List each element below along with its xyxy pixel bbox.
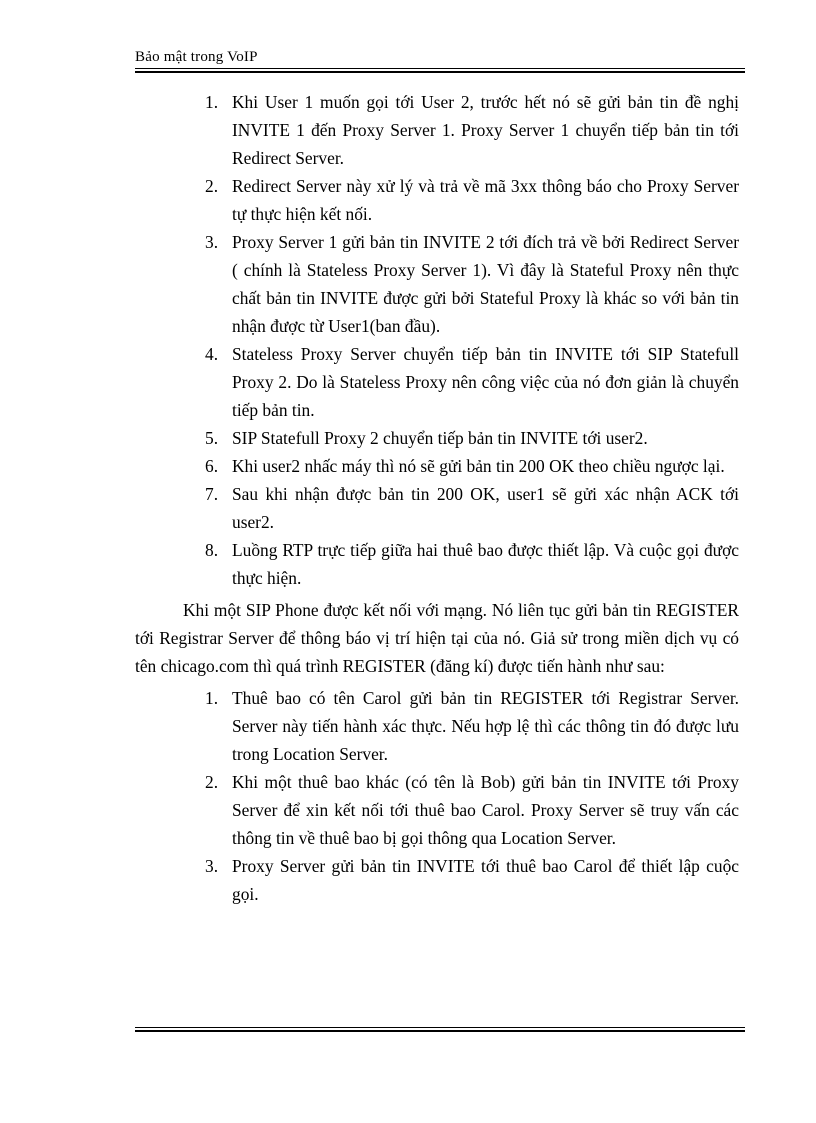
list-item-text: Redirect Server này xử lý và trả về mã 3xx thông báo cho Proxy Server tự thực hiện kết nối. bbox=[232, 176, 739, 224]
list-item bbox=[205, 172, 739, 228]
list-item-number: 3. bbox=[205, 232, 219, 252]
list-item bbox=[205, 536, 739, 592]
call-flow-steps-list bbox=[205, 88, 739, 592]
list-item-number: 2. bbox=[205, 176, 219, 196]
list-item-text: Proxy Server gửi bản tin INVITE tới thuê bao Carol để thiết lập cuộc gọi. bbox=[232, 856, 739, 904]
list-item-text: Khi user2 nhấc máy thì nó sẽ gửi bản tin 200 OK theo chiều ngược lại. bbox=[232, 456, 725, 476]
list-item bbox=[205, 452, 739, 480]
list-item-text: Stateless Proxy Server chuyển tiếp bản tin INVITE tới SIP Statefull Proxy 2. Do là Stateless Proxy nên công việc của nó đơn giản là chuyển tiếp bản tin. bbox=[232, 344, 739, 420]
list-item bbox=[205, 852, 739, 908]
list-item-number: 1. bbox=[205, 92, 219, 112]
list-item-text: Khi User 1 muốn gọi tới User 2, trước hết nó sẽ gửi bản tin đề nghị INVITE 1 đến Proxy Server 1. Proxy Server 1 chuyển tiếp bản tin tới Redirect Server. bbox=[232, 92, 739, 168]
list-item bbox=[205, 88, 739, 172]
header-rule-bottom bbox=[135, 71, 745, 73]
list-item-number: 7. bbox=[205, 484, 219, 504]
list-item-number: 4. bbox=[205, 344, 219, 364]
register-paragraph: Khi một SIP Phone được kết nối với mạng. Nó liên tục gửi bản tin REGISTER tới Registrar Server để thông báo vị trí hiện tại của nó. Giả sử trong miền dịch vụ có tên chicago.com thì quá trình REGISTER (đăng kí) được tiến hành như sau: bbox=[135, 600, 739, 676]
list-item-text: SIP Statefull Proxy 2 chuyển tiếp bản tin INVITE tới user2. bbox=[232, 428, 648, 448]
list-item-number: 2. bbox=[205, 772, 219, 792]
list-item bbox=[205, 480, 739, 536]
running-header: Bảo mật trong VoIP bbox=[135, 49, 258, 65]
list-item-text: Proxy Server 1 gửi bản tin INVITE 2 tới đích trả về bởi Redirect Server ( chính là Stateless Proxy Server 1). Vì đây là Stateful Proxy nên thực chất bản tin INVITE được gửi bởi Stateful Proxy là khác so với bản tin nhận được từ User1(ban đầu). bbox=[232, 232, 739, 336]
register-steps-list bbox=[205, 684, 739, 908]
footer-rule-bottom bbox=[135, 1030, 745, 1032]
list-item-text: Thuê bao có tên Carol gửi bản tin REGISTER tới Registrar Server. Server này tiến hành xác thực. Nếu hợp lệ thì các thông tin đó được lưu trong Location Server. bbox=[232, 688, 739, 764]
footer-rule-top bbox=[135, 1027, 745, 1028]
list-item-number: 5. bbox=[205, 428, 219, 448]
list-item bbox=[205, 340, 739, 424]
list-item-number: 6. bbox=[205, 456, 219, 476]
list-item bbox=[205, 768, 739, 852]
header-rule-top bbox=[135, 68, 745, 69]
list-item bbox=[205, 684, 739, 768]
page-body bbox=[135, 88, 739, 908]
list-item-text: Sau khi nhận được bản tin 200 OK, user1 sẽ gửi xác nhận ACK tới user2. bbox=[232, 484, 739, 532]
list-item-text: Luồng RTP trực tiếp giữa hai thuê bao được thiết lập. Và cuộc gọi được thực hiện. bbox=[232, 540, 739, 588]
list-item-text: Khi một thuê bao khác (có tên là Bob) gửi bản tin INVITE tới Proxy Server để xin kết nối tới thuê bao Carol. Proxy Server sẽ truy vấn các thông tin về thuê bao bị gọi thông qua Location Server. bbox=[232, 772, 739, 848]
list-item-number: 1. bbox=[205, 688, 219, 708]
list-item-number: 3. bbox=[205, 856, 219, 876]
list-item bbox=[205, 424, 739, 452]
list-item bbox=[205, 228, 739, 340]
list-item-number: 8. bbox=[205, 540, 219, 560]
